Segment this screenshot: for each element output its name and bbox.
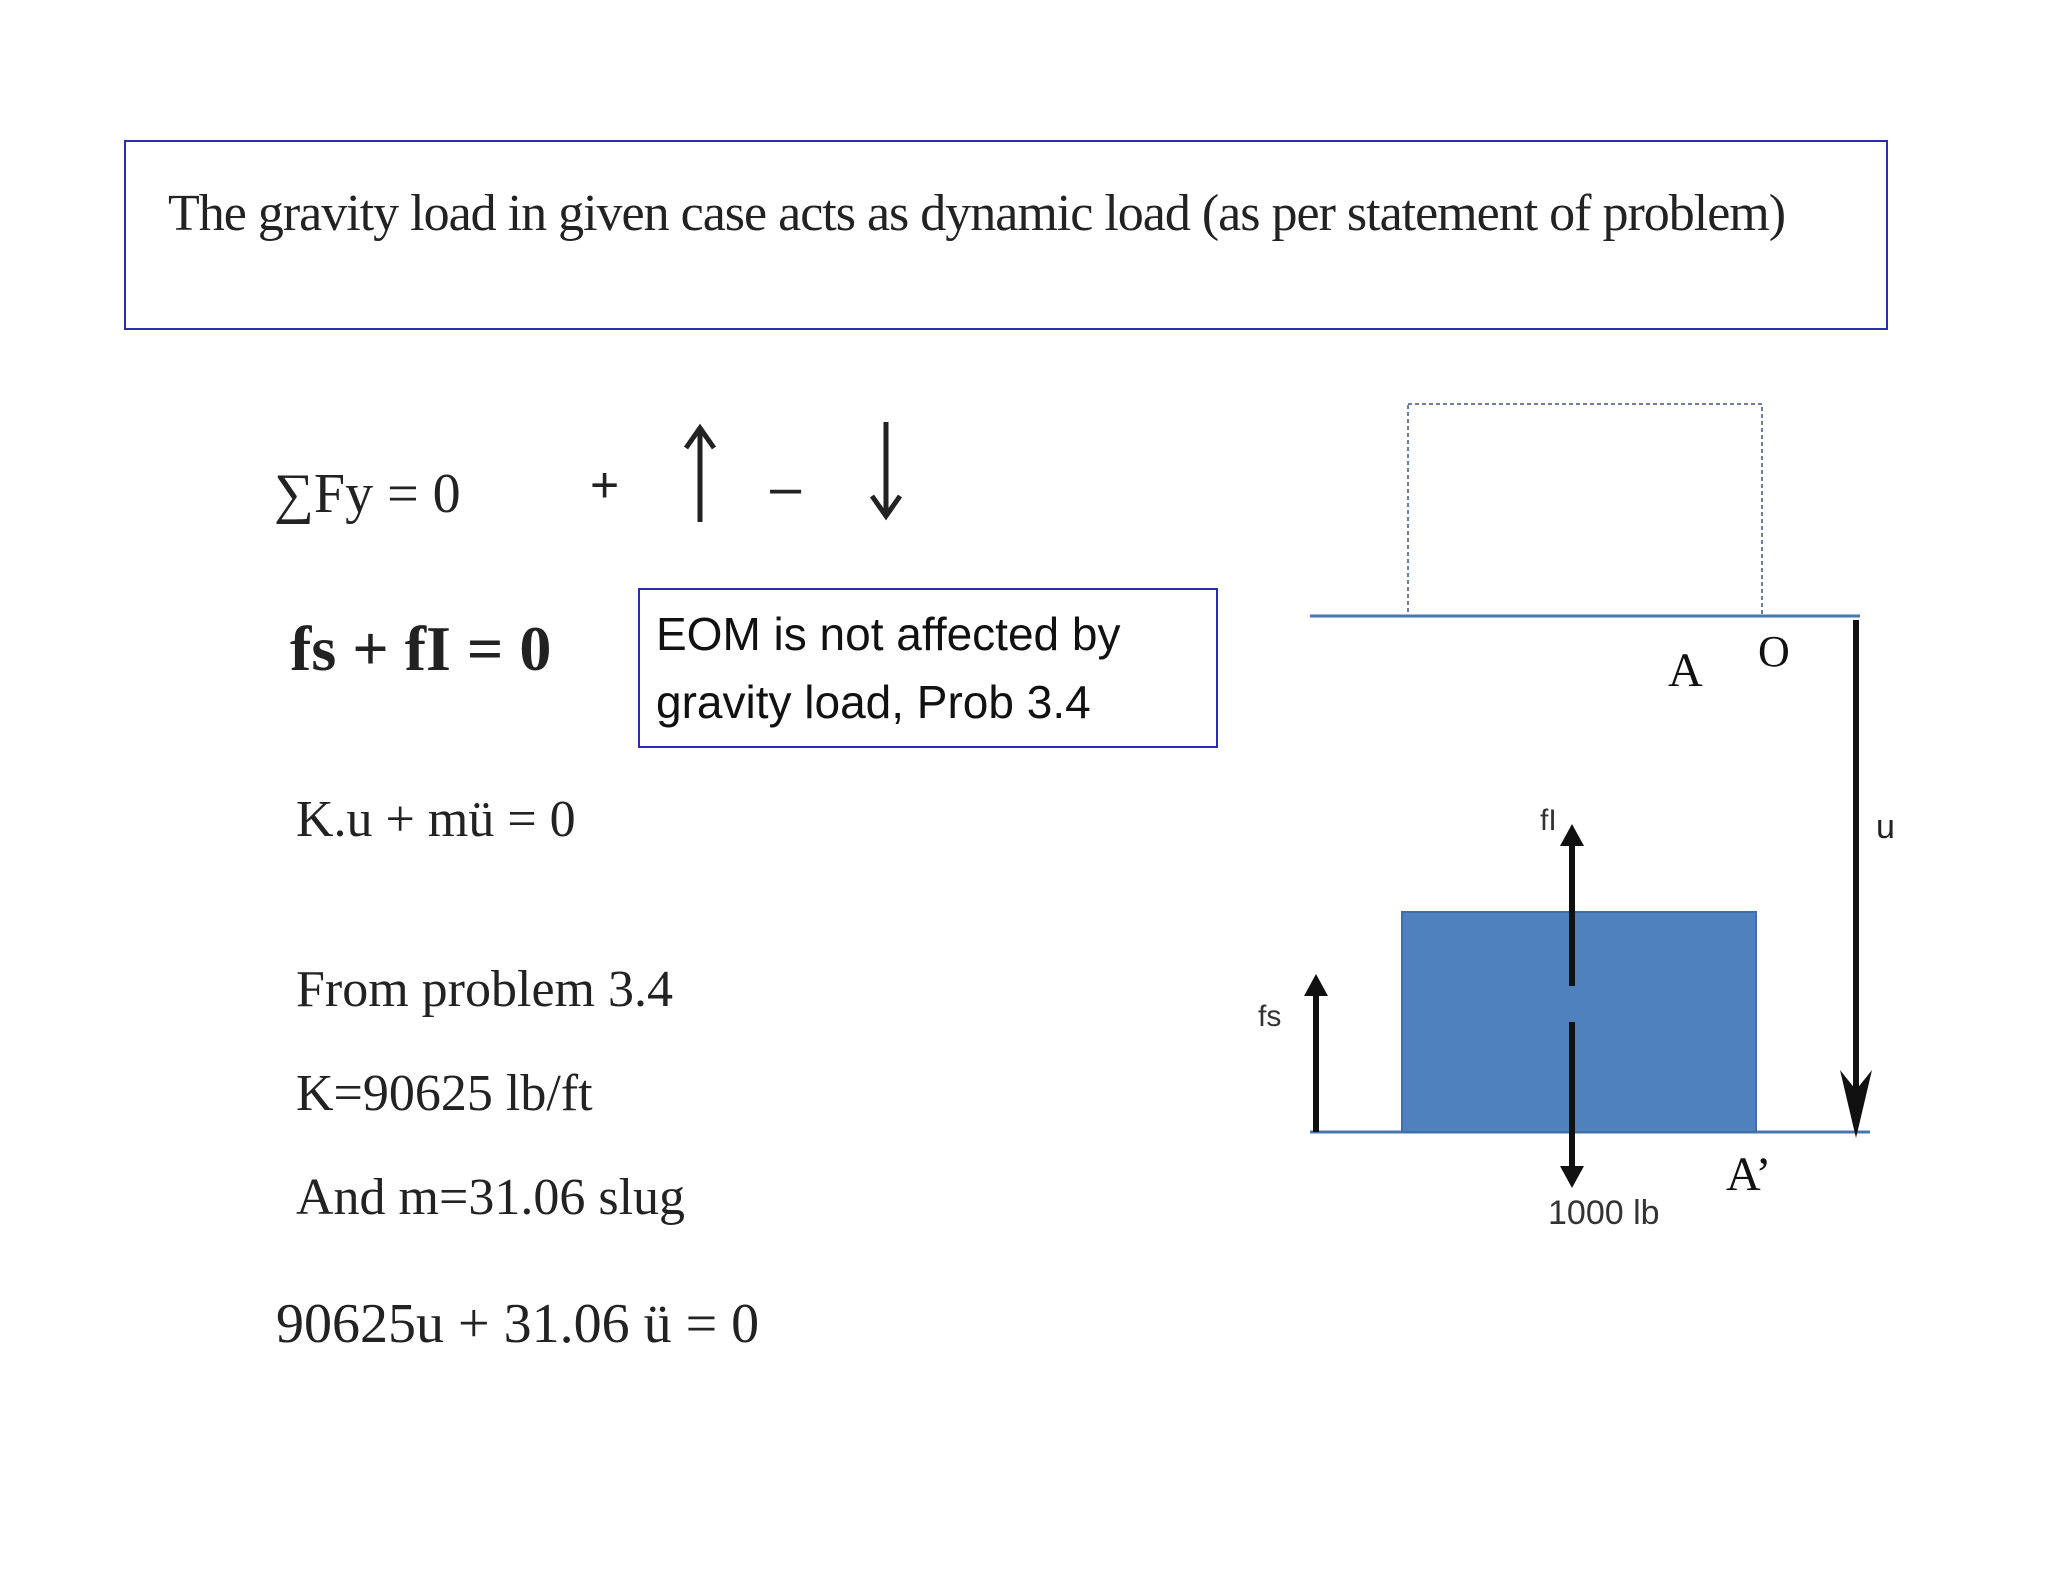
sign-convention bbox=[590, 410, 910, 530]
label-a: A bbox=[1668, 644, 1703, 697]
displacement-arrow-icon bbox=[1840, 620, 1872, 1138]
callout-note: EOM is not affected by gravity load, Prob 3.4 bbox=[638, 588, 1218, 748]
sum-fy-equation: ∑Fy = 0 bbox=[274, 463, 461, 525]
minus-sign: – bbox=[770, 455, 802, 518]
label-a-prime: A’ bbox=[1726, 1148, 1772, 1201]
up-arrow-icon bbox=[686, 428, 714, 522]
mass-value: And m=31.06 slug bbox=[296, 1169, 686, 1226]
plus-sign: + bbox=[590, 457, 620, 513]
label-fi: fI bbox=[1540, 804, 1557, 837]
stiffness-value: K=90625 lb/ft bbox=[296, 1065, 593, 1122]
force-balance-equation: fs + fI = 0 bbox=[290, 613, 552, 684]
label-fs: fs bbox=[1258, 1000, 1282, 1033]
title-text: The gravity load in given case acts as dynamic load (as per statement of problem) bbox=[168, 185, 1786, 242]
eom-equation: K.u + mü = 0 bbox=[296, 791, 576, 848]
mass-block bbox=[1402, 912, 1756, 1132]
label-o: O bbox=[1758, 627, 1790, 676]
free-body-diagram bbox=[1250, 390, 1950, 1250]
spring-force-arrow-icon bbox=[1304, 974, 1328, 1132]
from-problem-text: From problem 3.4 bbox=[296, 961, 673, 1018]
final-equation: 90625u + 31.06 ü = 0 bbox=[276, 1293, 760, 1355]
down-arrow-icon bbox=[872, 422, 900, 516]
title-box bbox=[124, 140, 1888, 330]
label-weight: 1000 lb bbox=[1548, 1194, 1660, 1232]
original-position-box bbox=[1408, 404, 1762, 616]
label-u: u bbox=[1876, 808, 1895, 846]
